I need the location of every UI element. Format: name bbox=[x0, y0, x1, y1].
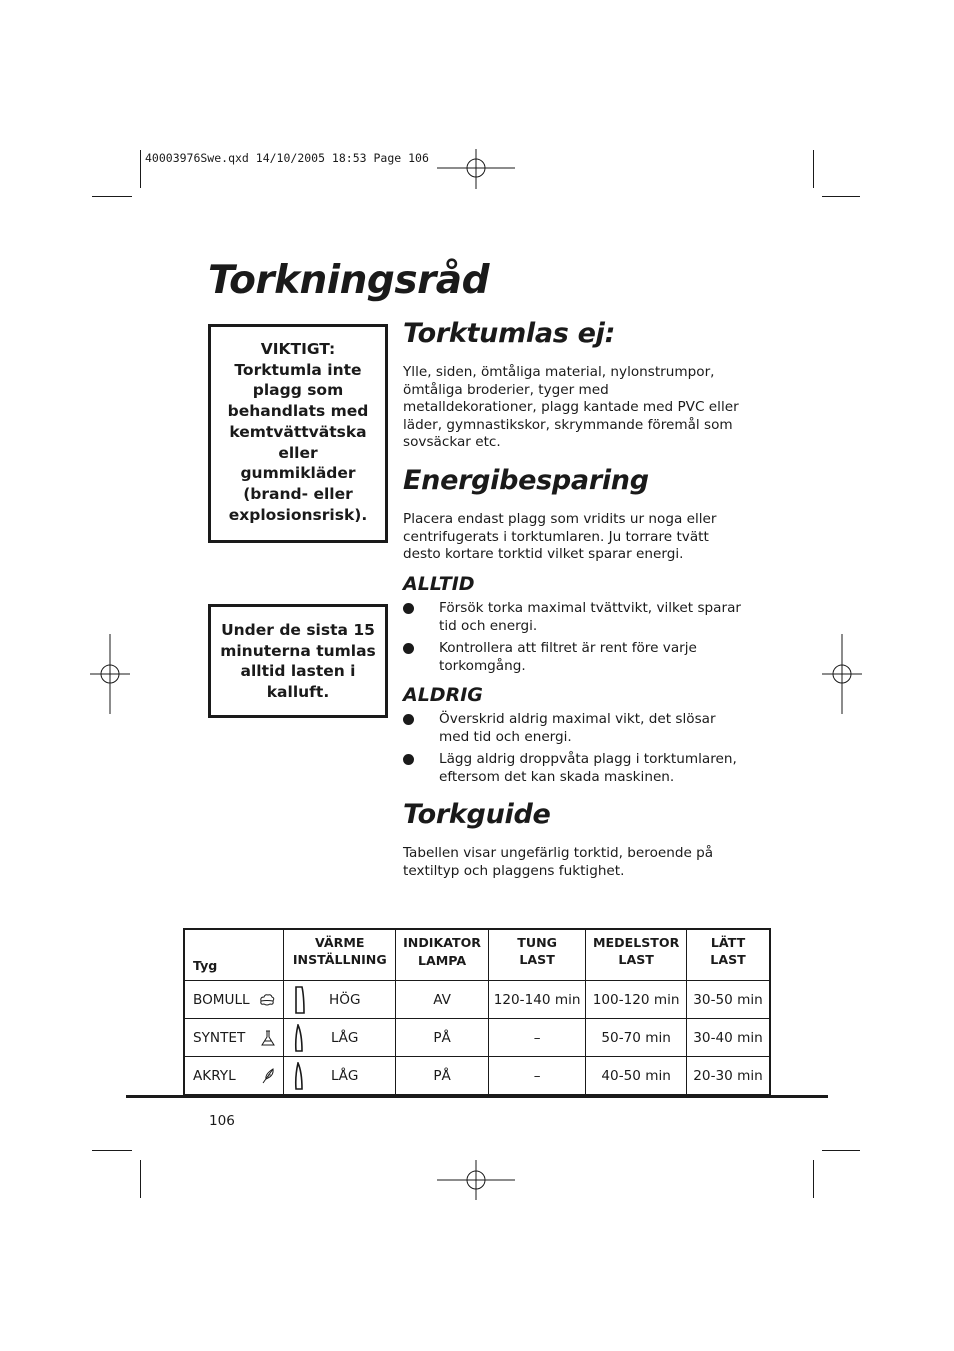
fabric-cell: BOMULL bbox=[184, 981, 284, 1019]
registration-mark-icon bbox=[90, 634, 130, 714]
crop-mark bbox=[813, 1160, 814, 1198]
light-load-cell: 20-30 min bbox=[687, 1057, 770, 1096]
light-load-cell: 30-40 min bbox=[687, 1019, 770, 1057]
section-heading-guide: Torkguide bbox=[403, 799, 551, 830]
subheading-never: ALDRIG bbox=[403, 684, 483, 706]
page-number: 106 bbox=[209, 1113, 235, 1129]
table-row bbox=[184, 1019, 770, 1057]
page-title: Torkningsråd bbox=[208, 258, 490, 303]
crop-mark bbox=[92, 1150, 132, 1151]
heat-cell: LÅG bbox=[284, 1019, 396, 1057]
energy-text: Placera endast plagg som vridits ur noga eller centrifugerats i torktumlaren. Ju torrare tvätt desto kortare torktid vilket sparar energi. bbox=[403, 511, 717, 562]
crop-mark bbox=[140, 150, 141, 188]
header-heavy: TUNG LAST bbox=[488, 929, 585, 981]
section-heading-energy: Energibesparing bbox=[403, 465, 649, 496]
iron-high-icon bbox=[294, 986, 306, 1014]
iron-low-icon bbox=[294, 1024, 306, 1052]
crop-mark bbox=[822, 1150, 860, 1151]
registration-mark-icon bbox=[822, 634, 862, 714]
header-heat: VÄRME INSTÄLLNING bbox=[284, 929, 396, 981]
list-item: Överskrid aldrig maximal vikt, det slösar med tid och energi. bbox=[403, 711, 748, 746]
registration-mark-icon bbox=[437, 149, 517, 189]
guide-text: Tabellen visar ungefärlig torktid, beroende på textiltyp och plaggens fuktighet. bbox=[403, 845, 714, 879]
bullet-icon bbox=[403, 603, 414, 614]
no-tumble-text: Ylle, siden, ömtåliga material, nylonstrumpor, ömtåliga broderier, tyger med metalldekorationer, plagg kantade med PVC eller läder, gymnastikskor, skrymmande föremål som sovsäckar etc. bbox=[403, 364, 739, 450]
iron-low-icon bbox=[294, 1062, 306, 1090]
crop-mark bbox=[822, 196, 860, 197]
cool-down-note-text: Under de sista 15 minuterna tumlas alltid lasten i kalluft. bbox=[220, 621, 376, 702]
important-warning-box bbox=[208, 324, 388, 543]
list-item: Lägg aldrig droppvåta plagg i torktumlaren, eftersom det kan skada maskinen. bbox=[403, 751, 748, 786]
bullet-icon bbox=[403, 643, 414, 654]
table-header-row bbox=[184, 929, 770, 981]
indicator-cell: PÅ bbox=[396, 1057, 489, 1096]
bullet-icon bbox=[403, 714, 414, 725]
list-item: Försök torka maximal tvättvikt, vilket sparar tid och energi. bbox=[403, 600, 748, 635]
crop-mark bbox=[813, 150, 814, 188]
print-slug: 40003976Swe.qxd 14/10/2005 18:53 Page 106 bbox=[145, 151, 429, 165]
heavy-load-cell: – bbox=[488, 1057, 585, 1096]
feather-icon bbox=[261, 1068, 275, 1084]
fabric-cell: SYNTET bbox=[184, 1019, 284, 1057]
heat-cell: LÅG bbox=[284, 1057, 396, 1096]
fabric-cell: AKRYL bbox=[184, 1057, 284, 1096]
header-medium: MEDELSTOR LAST bbox=[586, 929, 687, 981]
flask-icon bbox=[261, 1030, 275, 1046]
header-light: LÄTT LAST bbox=[687, 929, 770, 981]
indicator-cell: PÅ bbox=[396, 1019, 489, 1057]
header-indicator: INDIKATOR LAMPA bbox=[396, 929, 489, 981]
indicator-cell: AV bbox=[396, 981, 489, 1019]
list-item: Kontrollera att filtret är rent före varje torkomgång. bbox=[403, 640, 748, 675]
cotton-flower-icon bbox=[259, 993, 275, 1007]
heavy-load-cell: – bbox=[488, 1019, 585, 1057]
cool-down-note-box bbox=[208, 604, 388, 718]
footer-rule bbox=[126, 1095, 828, 1098]
heat-cell: HÖG bbox=[284, 981, 396, 1019]
subheading-always: ALLTID bbox=[403, 573, 475, 595]
header-fabric: Tyg bbox=[184, 929, 284, 981]
crop-mark bbox=[140, 1160, 141, 1198]
drying-guide-table bbox=[183, 928, 771, 1096]
heavy-load-cell: 120-140 min bbox=[488, 981, 585, 1019]
light-load-cell: 30-50 min bbox=[687, 981, 770, 1019]
medium-load-cell: 40-50 min bbox=[586, 1057, 687, 1096]
section-heading-no-tumble: Torktumlas ej: bbox=[403, 318, 616, 349]
medium-load-cell: 50-70 min bbox=[586, 1019, 687, 1057]
crop-mark bbox=[92, 196, 132, 197]
table-row bbox=[184, 981, 770, 1019]
table-row bbox=[184, 1057, 770, 1096]
bullet-icon bbox=[403, 754, 414, 765]
important-warning-text: VIKTIGT: Torktumla inte plagg som behandlats med kemtvättvätska eller gummikläder (brand- eller explosionsrisk). bbox=[227, 340, 369, 524]
registration-mark-icon bbox=[437, 1160, 517, 1200]
medium-load-cell: 100-120 min bbox=[586, 981, 687, 1019]
